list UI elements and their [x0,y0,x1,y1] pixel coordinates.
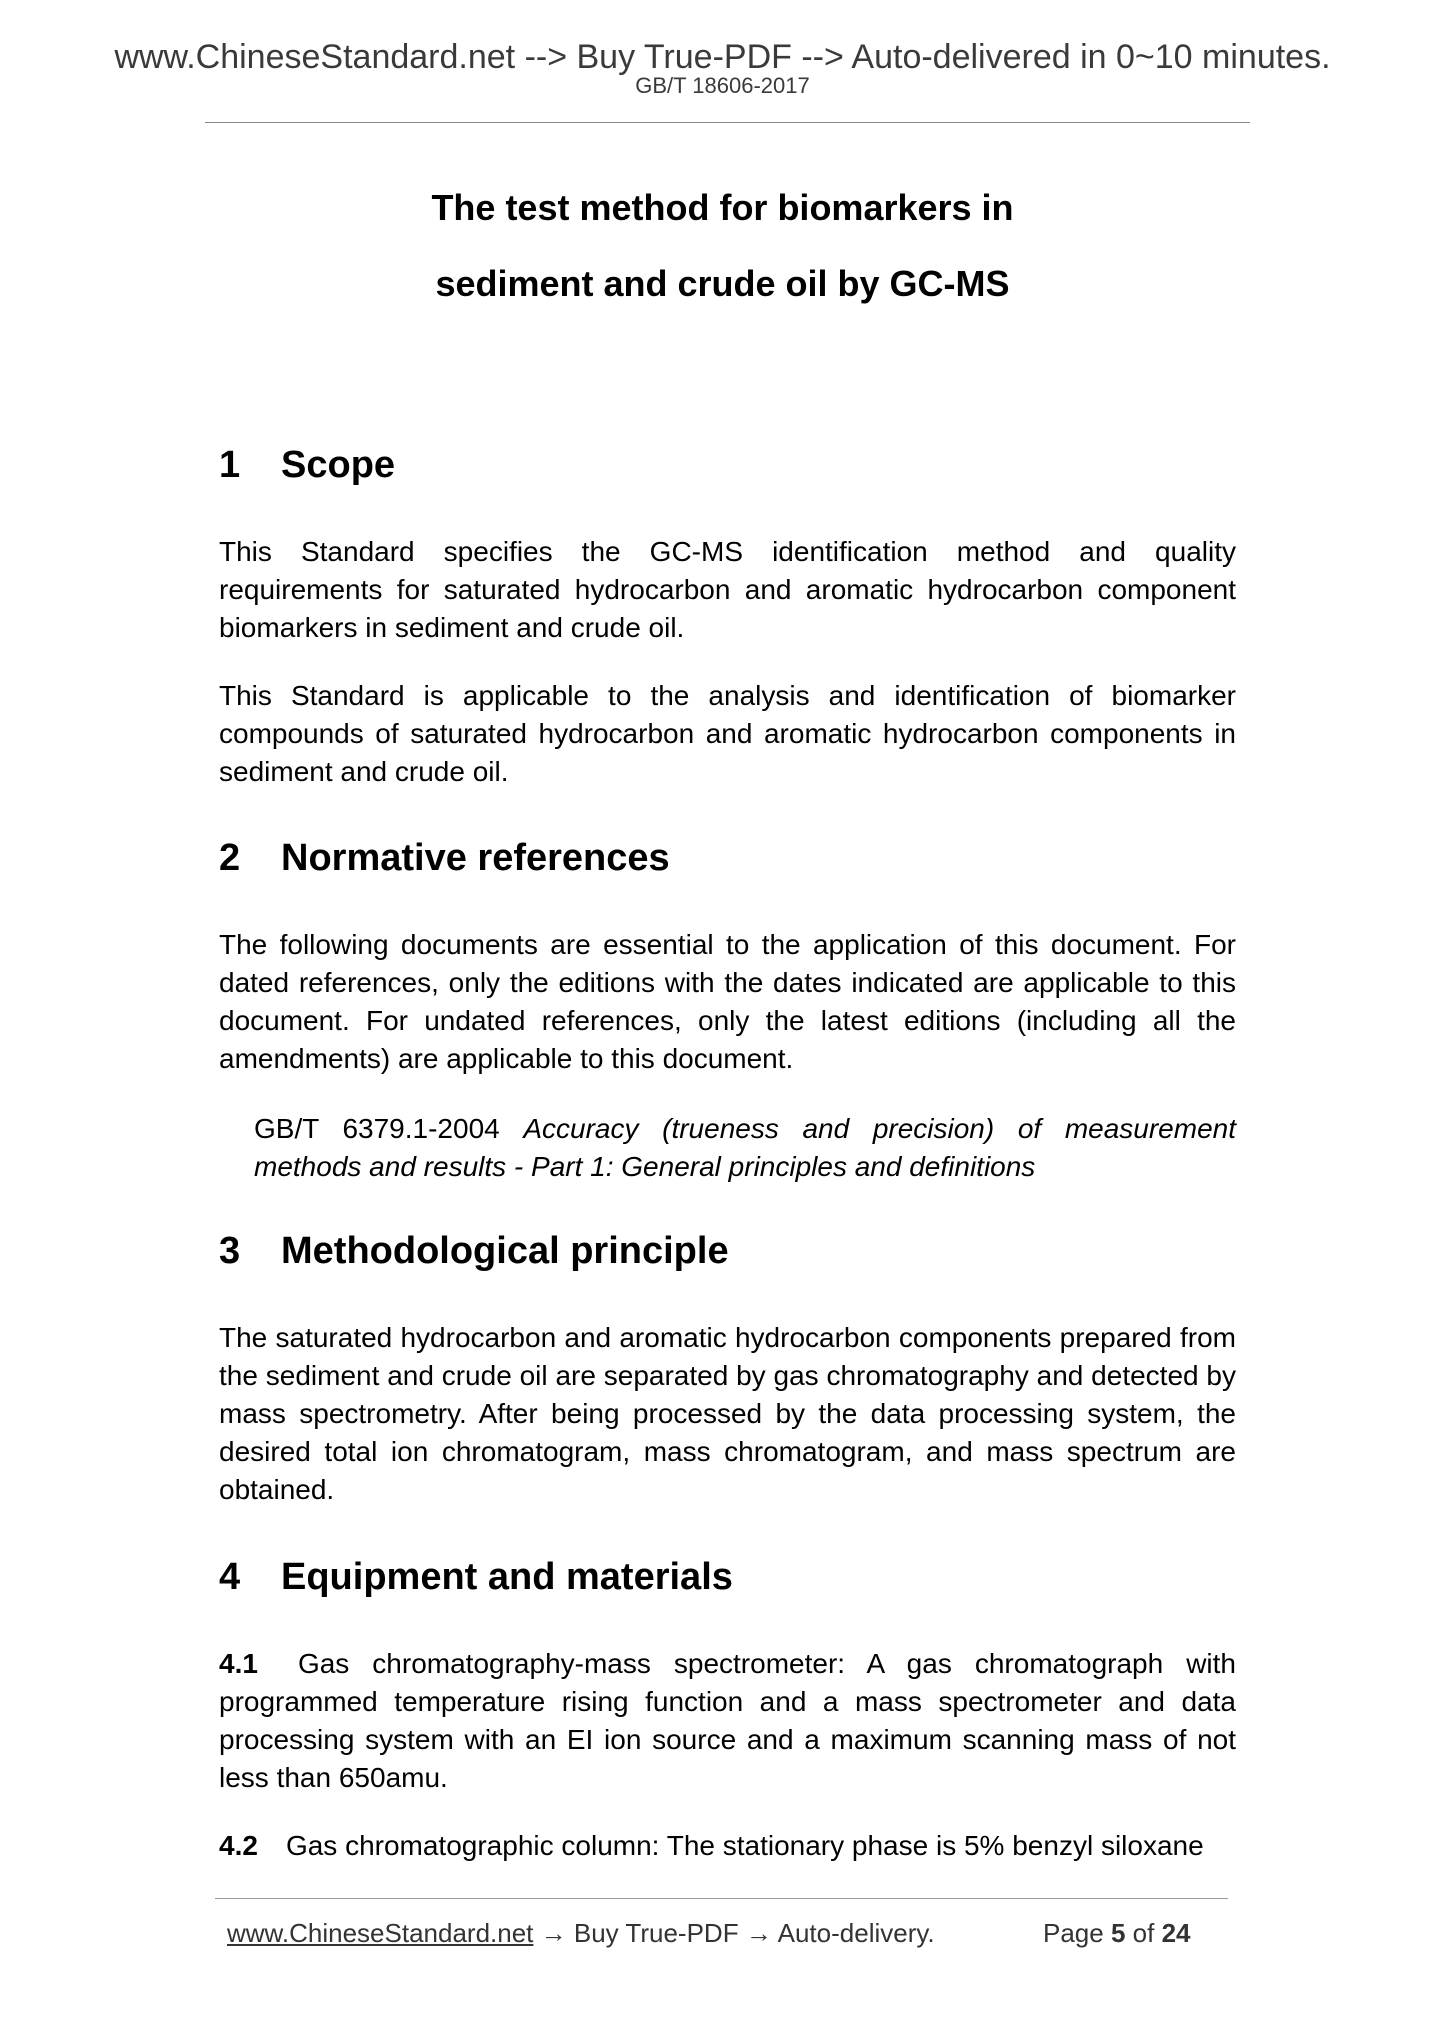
page-label: Page [1043,1918,1104,1948]
page-total: 24 [1161,1918,1191,1948]
reference-title: Accuracy (trueness and precision) of measurement methods and results - Part 1: General principles and definitions [254,1113,1237,1182]
section-1-heading [219,446,395,484]
arrow-right-icon: → [540,1918,567,1948]
section-title: Scope [281,444,396,486]
page-of-label: of [1132,1918,1155,1948]
section-number: 3 [219,1230,241,1272]
clause-4-1 [219,1645,1236,1797]
section-3-heading [219,1232,729,1270]
clause-number: 4.2 [219,1830,258,1861]
section-number: 1 [219,444,241,486]
scope-paragraph-1: This Standard specifies the GC-MS identification method and quality requirements for saturated hydrocarbon and aromatic hydrocarbon component biomarkers in sediment and crude oil. [219,536,1236,643]
page-indicator [1043,1920,1191,1946]
clause-text: Gas chromatographic column: The stationary phase is 5% benzyl siloxane [285,1830,1204,1861]
reference-code: GB/T 6379.1-2004 [254,1113,500,1144]
document-id: GB/T 18606-2017 [635,73,810,98]
section-title: Normative references [281,837,670,879]
section-4-heading [219,1558,733,1596]
section-title: Equipment and materials [281,1556,733,1598]
clause-text: Gas chromatography-mass spectrometer: A gas chromatograph with programmed temperature rising function and a mass spectrometer and data processing system with an EI ion source and a maximum scanning mass of not less than 650amu. [219,1648,1236,1793]
section-number: 4 [219,1556,241,1598]
normative-references-paragraph: The following documents are essential to the application of this document. For dated references, only the editions with the dates indicated are applicable to this document. For undated references, only the latest editions (including all the amendments) are applicable to this document. [219,929,1236,1074]
clause-4-2 [219,1827,1236,1865]
footer-buy-text: Buy True-PDF [573,1918,739,1948]
section-number: 2 [219,837,241,879]
section-title: Methodological principle [281,1230,729,1272]
header-banner: www.ChineseStandard.net --> Buy True-PDF --> Auto-delivered in 0~10 minutes. [114,38,1331,76]
clause-number: 4.1 [219,1648,258,1679]
arrow-right-icon: → [745,1918,772,1948]
section-2-heading [219,839,670,877]
footer-site-link[interactable]: www.ChineseStandard.net [227,1918,534,1948]
footer-divider [215,1898,1228,1899]
reference-entry [254,1110,1236,1186]
footer [227,1920,1227,1946]
scope-paragraph-2: This Standard is applicable to the analysis and identification of biomarker compounds of saturated hydrocarbon and aromatic hydrocarbon components in sediment and crude oil. [219,680,1236,787]
title-line-1: The test method for biomarkers in [431,187,1014,228]
header-divider [205,122,1250,123]
title-line-2: sediment and crude oil by GC-MS [435,263,1010,304]
footer-delivery-text: Auto-delivery. [777,1918,935,1948]
principle-paragraph: The saturated hydrocarbon and aromatic hydrocarbon components prepared from the sediment and crude oil are separated by gas chromatography and detected by mass spectrometry. After being processed by the data processing system, the desired total ion chromatogram, mass chromatogram, and mass spectrum are obtained. [219,1322,1236,1505]
page-number: 5 [1110,1918,1126,1948]
